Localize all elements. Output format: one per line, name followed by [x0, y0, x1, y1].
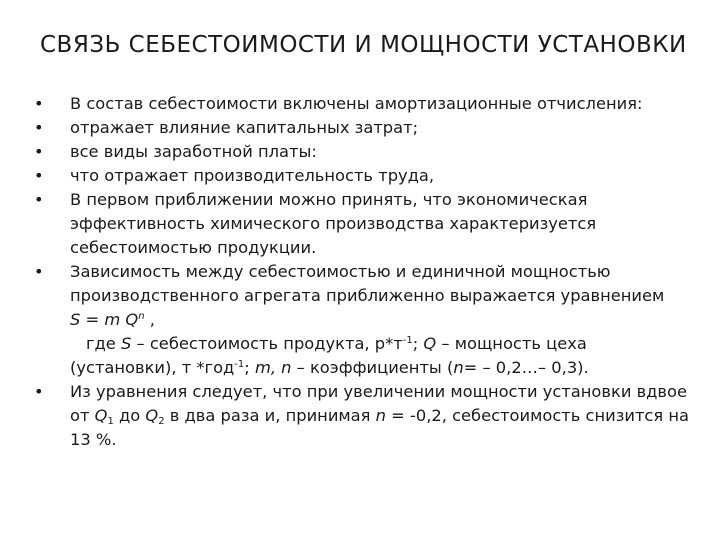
legend-text: – коэффициенты ( — [291, 358, 454, 377]
bullet-dot: • — [34, 118, 44, 137]
eq-exponent-n: n — [138, 311, 145, 322]
bullet-text: Зависимость между себестоимостью и единичной мощностью — [70, 262, 611, 281]
bullet-item-5 — [34, 188, 694, 260]
legend-text: ; — [412, 334, 424, 353]
legend-sup: -1 — [402, 335, 413, 346]
subscript: 1 — [107, 416, 114, 427]
bullet-list — [34, 92, 694, 452]
bullet-dot: • — [34, 262, 44, 281]
legend-text: = – 0,2…– 0,3). — [463, 358, 589, 377]
legend-text: где — [86, 334, 122, 353]
bullet-dot: • — [34, 166, 44, 185]
eq-text: = — [80, 310, 105, 329]
bullet-text: В первом приближении можно принять, что экономическая — [70, 190, 588, 209]
bullet-text: эффективность химического производства характеризуется — [70, 214, 597, 233]
bullet-text: производственного агрегата приближенно выражается уравнением — [70, 286, 665, 305]
symbol-n: n — [375, 406, 386, 425]
legend-symbol: m, n — [254, 358, 292, 377]
bullet-dot: • — [34, 142, 44, 161]
symbol-q: Q — [94, 406, 108, 425]
bullet-text: себестоимостью продукции. — [70, 238, 317, 257]
eq-symbol-q: Q — [120, 310, 139, 329]
legend-sup: -1 — [234, 359, 245, 370]
eq-symbol-s: S — [70, 310, 81, 329]
legend-symbol: S — [121, 334, 132, 353]
bullet-text: 13 %. — [70, 430, 117, 449]
text: в два раза и, принимая — [164, 406, 376, 425]
legend-symbol: n — [453, 358, 464, 377]
eq-symbol-m: m — [104, 310, 121, 329]
bullet-text: что отражает производительность труда, — [70, 166, 435, 185]
bullet-dot: • — [34, 94, 44, 113]
legend-text: ; — [244, 358, 255, 377]
subscript: 2 — [158, 416, 165, 427]
text: до — [113, 406, 146, 425]
bullet-text: все виды заработной платы: — [70, 142, 317, 161]
bullet-dot: • — [34, 190, 44, 209]
symbol-q: Q — [145, 406, 159, 425]
bullet-item-1 — [34, 92, 694, 116]
equation — [70, 308, 694, 332]
equation-legend — [70, 332, 694, 356]
bullet-item-3 — [34, 140, 694, 164]
bullet-item-4 — [34, 164, 694, 188]
bullet-text: отражает влияние капитальных затрат; — [70, 118, 419, 137]
legend-symbol: Q — [423, 334, 437, 353]
bullet-text — [70, 404, 694, 428]
bullet-dot: • — [34, 382, 44, 401]
slide-title: СВЯЗЬ СЕБЕСТОИМОСТИ И МОЩНОСТИ УСТАНОВКИ — [40, 32, 687, 58]
legend-text: – мощность цеха — [436, 334, 587, 353]
bullet-item-7 — [34, 380, 694, 452]
bullet-item-6 — [34, 260, 694, 380]
text: = -0,2, себестоимость снизится на — [385, 406, 689, 425]
legend-text: – себестоимость продукта, р*т — [131, 334, 403, 353]
bullet-text: Из уравнения следует, что при увеличении мощности установки вдвое — [70, 382, 688, 401]
legend-text: (установки), т *год — [70, 358, 235, 377]
bullet-item-2 — [34, 116, 694, 140]
bullet-text: В состав себестоимости включены амортизационные отчисления: — [70, 94, 643, 113]
text: от — [70, 406, 95, 425]
eq-text: , — [144, 310, 155, 329]
equation-legend — [70, 356, 694, 380]
